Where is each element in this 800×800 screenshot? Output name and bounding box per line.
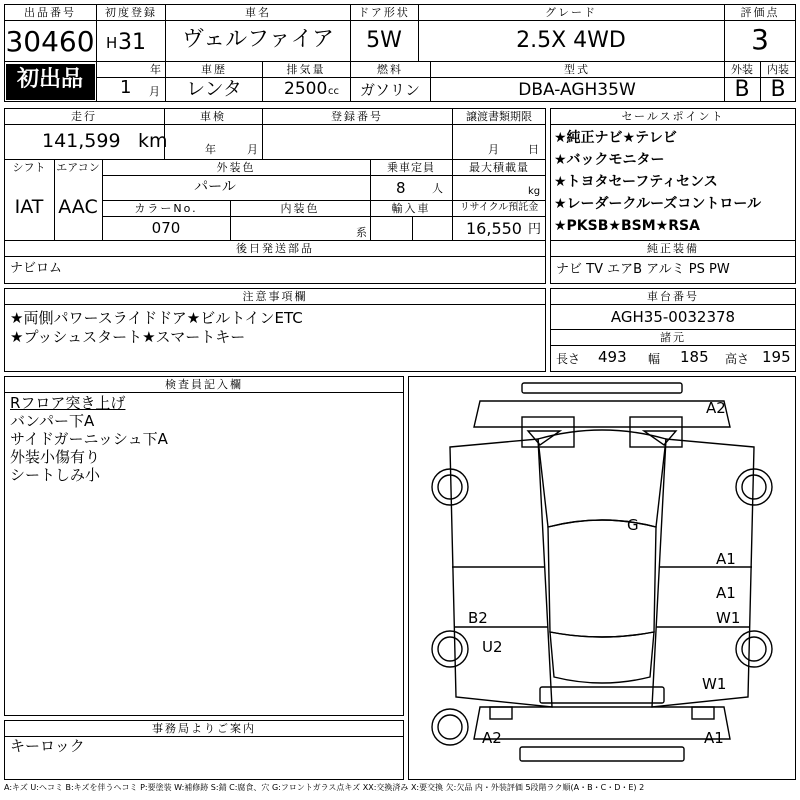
displacement-value: 2500: [284, 79, 328, 99]
recycle-value: 16,550: [466, 219, 522, 238]
model-value: DBA-AGH35W: [518, 80, 636, 100]
shift-label: シフト: [12, 161, 46, 174]
fuel-value: ガソリン: [359, 81, 421, 99]
mark-bottom-left: A2: [482, 729, 502, 747]
lot-number: 30460: [5, 25, 95, 58]
import-label: 輸入車: [391, 202, 431, 215]
inspector-label: 検査員記入欄: [165, 378, 243, 391]
roof-shape: [548, 516, 656, 637]
car-name: ヴェルファイア: [181, 27, 335, 52]
max-load-unit: kg: [528, 186, 541, 197]
mark-windshield: G: [627, 516, 639, 534]
doors-label: ドア形状: [358, 6, 410, 19]
ext-color-value: パール: [194, 179, 236, 195]
left-front-hub: [438, 475, 462, 499]
doors-value: 5W: [366, 28, 402, 53]
reg-month: 1: [120, 77, 132, 98]
transfer-month-unit: 月: [488, 143, 499, 156]
later-parts-value: ナビロム: [10, 261, 63, 276]
shift-value: IAT: [14, 196, 44, 218]
selling-point: ★レーダークルーズコントロール: [554, 196, 762, 212]
selling-point: ★純正ナビ★テレビ: [554, 130, 677, 146]
mark-right-rear-door1: A1: [716, 584, 736, 602]
grade-label: グレード: [545, 6, 597, 19]
max-load-label: 最大積載量: [469, 161, 529, 174]
score-label: 評価点: [740, 6, 780, 19]
mileage-unit: km: [138, 130, 168, 152]
right-tail-lamp: [692, 707, 714, 719]
later-parts-label: 後日発送部品: [236, 242, 314, 255]
length-label: 長さ: [556, 352, 581, 366]
int-label: 内装: [767, 63, 789, 76]
int-grade: B: [770, 77, 786, 102]
int-color-unit: 系: [356, 226, 367, 239]
front-bumper-shape: [522, 383, 682, 393]
inspector-line: シートしみ小: [10, 466, 101, 484]
displacement-unit: cc: [328, 86, 339, 97]
left-tail-lamp: [490, 707, 512, 719]
color-no-value: 070: [151, 219, 181, 237]
mark-left-rear1: B2: [468, 609, 488, 627]
car-diagram: [410, 377, 794, 777]
left-headlight: [522, 417, 574, 447]
year-unit: 年: [150, 63, 161, 76]
height-label: 高さ: [725, 352, 750, 366]
inspection-label: 車検: [200, 110, 226, 123]
history-label: 車歴: [201, 63, 227, 76]
capacity-label: 乗車定員: [387, 161, 435, 174]
registration-label: 登録番号: [331, 110, 383, 123]
inspector-line: バンパー下A: [10, 412, 95, 430]
first-reg-label: 初度登録: [105, 6, 157, 19]
transfer-day-unit: 日: [528, 143, 539, 156]
grade-value: 2.5X 4WD: [516, 28, 626, 53]
rear-glass-shape: [550, 632, 654, 683]
windshield-shape: [538, 430, 666, 527]
fuel-label: 燃料: [377, 63, 403, 76]
selling-point: ★PKSB★BSM★RSA: [554, 218, 700, 234]
selling-point: ★バックモニター: [554, 152, 665, 168]
recycle-label: リサイクル預託金: [459, 202, 539, 213]
length-value: 493: [598, 348, 627, 366]
displacement-label: 排気量: [286, 63, 326, 76]
mark-left-rear2: U2: [482, 638, 503, 656]
office-label: 事務局よりご案内: [152, 722, 256, 735]
note-line: ★プッシュスタート★スマートキー: [10, 328, 246, 346]
transfer-label: 譲渡書類期限: [466, 110, 532, 123]
mark-right-front-door: A1: [716, 550, 736, 568]
left-rear-hub: [438, 637, 462, 661]
capacity-unit: 人: [432, 182, 443, 195]
hood-front-shape: [474, 401, 730, 427]
selling-points-label: セールスポイント: [621, 110, 725, 123]
month-unit: 月: [149, 85, 160, 98]
color-no-label: カラーNo.: [134, 202, 198, 215]
selling-point: ★トヨタセーフティセンス: [554, 174, 718, 190]
dimensions-label: 諸元: [660, 331, 686, 344]
legend: A:キズ U:ヘコミ B:キズを伴うヘコミ P:要塗装 W:補修跡 S:錆 C:腐食、穴 G:フロントガラス点キズ XX:交換済み X:要交換 欠:欠品 内・外装評価 5段階ラク順(A・B・C・D・E) 2: [4, 783, 645, 792]
inspector-line: サイドガーニッシュ下A: [10, 430, 168, 448]
right-headlight: [630, 417, 682, 447]
mark-right-rear-lower: W1: [702, 675, 727, 693]
office-value: キーロック: [10, 737, 85, 755]
width-label: 幅: [648, 352, 661, 366]
note-line: ★両側パワースライドドア★ビルトインETC: [10, 309, 303, 327]
left-body-side: [450, 439, 552, 707]
right-front-hub: [742, 475, 766, 499]
history-value: レンタ: [186, 78, 242, 100]
lot-label: 出品番号: [24, 6, 76, 19]
int-color-label: 内装色: [280, 202, 320, 215]
mileage-value: 141,599: [42, 130, 121, 152]
mark-top-right: A2: [706, 399, 726, 417]
width-value: 185: [680, 348, 709, 366]
notes-label: 注意事項欄: [242, 290, 308, 303]
car-name-label: 車名: [245, 6, 271, 19]
ext-label: 外装: [731, 63, 753, 76]
inspection-year-unit: 年: [205, 143, 216, 156]
aircon-value: AAC: [58, 196, 98, 218]
mark-right-rear-door2: W1: [716, 609, 741, 627]
tailgate-shape: [540, 687, 664, 703]
inspection-month-unit: 月: [247, 143, 258, 156]
aircon-label: エアコン: [56, 161, 100, 174]
chassis-number: AGH35-0032378: [610, 308, 736, 326]
rear-bumper-shape: [520, 747, 684, 761]
era: H: [106, 34, 118, 52]
genuine-value: ナビ TV エアB アルミ PS PW: [556, 262, 730, 277]
height-value: 195: [762, 348, 791, 366]
inspector-line: Rフロア突き上げ: [10, 394, 126, 412]
right-body-side: [652, 439, 754, 707]
right-rear-hub: [742, 637, 766, 661]
mileage-label: 走行: [71, 110, 97, 123]
recycle-unit: 円: [528, 222, 542, 237]
score-value: 3: [751, 23, 769, 56]
capacity-value: 8: [396, 179, 406, 197]
genuine-label: 純正装備: [647, 242, 699, 255]
first-listing-text: 初出品: [16, 67, 84, 92]
inspector-line: 外装小傷有り: [10, 448, 101, 466]
ext-color-label: 外装色: [216, 161, 256, 174]
reg-year: 31: [118, 30, 146, 55]
spare-hub: [438, 715, 462, 739]
mark-bottom-right: A1: [704, 729, 724, 747]
chassis-label: 車台番号: [647, 290, 699, 303]
model-label: 型式: [564, 63, 590, 76]
ext-grade: B: [734, 77, 750, 102]
